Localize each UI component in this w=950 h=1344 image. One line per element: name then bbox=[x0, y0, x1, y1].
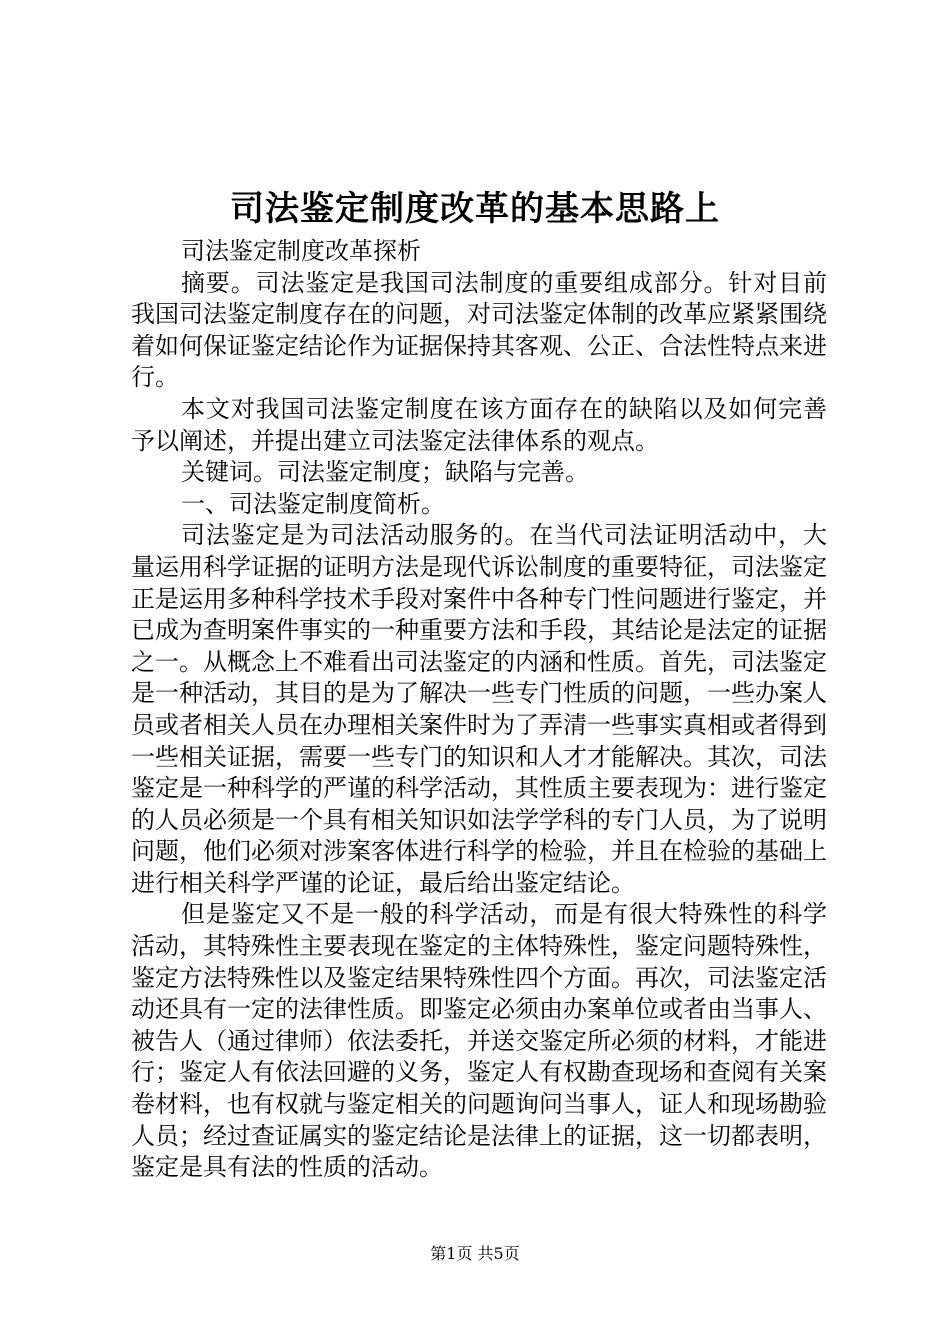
body-paragraph: 本文对我国司法鉴定制度在该方面存在的缺陷以及如何完善予以阐述，并提出建立司法鉴定法律体系的观点。 bbox=[131, 394, 827, 455]
document-title: 司法鉴定制度改革的基本思路上 bbox=[230, 189, 720, 229]
section-heading: 一、司法鉴定制度简析。 bbox=[181, 489, 445, 518]
body-paragraph: 但是鉴定又不是一般的科学活动，而是有很大特殊性的科学活动，其特殊性主要表现在鉴定的主体特殊性，鉴定问题特殊性，鉴定方法特殊性以及鉴定结果特殊性四个方面。再次，司法鉴定活动还具有一定的法律性质。即鉴定必须由办案单位或者由当事人、被告人（通过律师）依法委托，并送交鉴定所必须的材料，才能进行；鉴定人有依法回避的义务，鉴定人有权勘查现场和查阅有关案卷材料，也有权就与鉴定相关的问题询问当事人，证人和现场勘验人员；经过查证属实的鉴定结论是法律上的证据，这一切都表明，鉴定是具有法的性质的活动。 bbox=[131, 900, 827, 1182]
subtitle-paragraph: 司法鉴定制度改革探析 bbox=[181, 237, 421, 265]
page-number-footer: 第1页 共5页 bbox=[430, 1244, 520, 1263]
abstract-paragraph: 摘要。司法鉴定是我国司法制度的重要组成部分。针对目前我国司法鉴定制度存在的问题，对司法鉴定体制的改革应紧紧围绕着如何保证鉴定结论作为证据保持其客观、公正、合法性特点来进行。 bbox=[131, 268, 827, 392]
document-body bbox=[131, 236, 827, 1184]
keywords-paragraph: 关键词。司法鉴定制度；缺陷与完善。 bbox=[181, 458, 589, 487]
body-paragraph: 司法鉴定是为司法活动服务的。在当代司法证明活动中，大量运用科学证据的证明方法是现代诉讼制度的重要特征，司法鉴定正是运用多种科学技术手段对案件中各种专门性问题进行鉴定，并已成为查明案件事实的一种重要方法和手段，其结论是法定的证据之一。从概念上不难看出司法鉴定的内涵和性质。首先，司法鉴定是一种活动，其目的是为了解决一些专门性质的问题，一些办案人员或者相关人员在办理相关案件时为了弄清一些事实真相或者得到一些相关证据，需要一些专门的知识和人才才能解决。其次，司法鉴定是一种科学的严谨的科学活动，其性质主要表现为：进行鉴定的人员必须是一个具有相关知识如法学学科的专门人员，为了说明问题，他们必须对涉案客体进行科学的检验，并且在检验的基础上进行相关科学严谨的论证，最后给出鉴定结论。 bbox=[131, 521, 827, 897]
